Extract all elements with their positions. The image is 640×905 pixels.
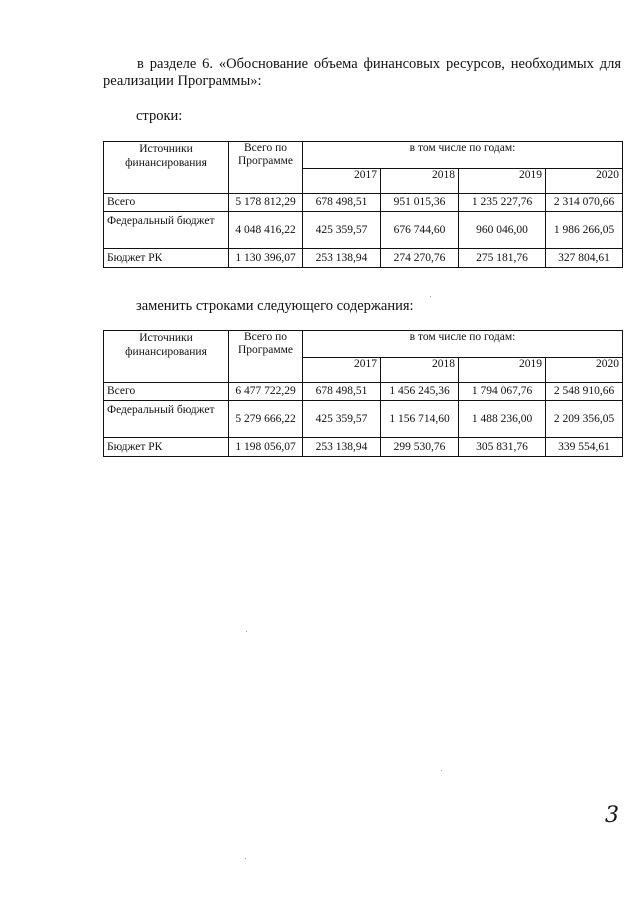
row-label: Бюджет РК bbox=[104, 438, 229, 457]
row-label: Федеральный бюджет bbox=[104, 212, 229, 249]
scan-speck bbox=[246, 631, 247, 632]
scan-speck bbox=[441, 770, 442, 771]
cell-2017: 678 498,51 bbox=[303, 194, 381, 212]
row-total: 4 048 416,22 bbox=[229, 212, 303, 249]
new-rows-label: заменить строками следующего содержания: bbox=[136, 298, 414, 314]
cell-2018: 1 456 245,36 bbox=[381, 383, 459, 401]
header-year-2018: 2018 bbox=[381, 169, 459, 194]
cell-2020: 2 548 910,66 bbox=[546, 383, 623, 401]
cell-2017: 253 138,94 bbox=[303, 438, 381, 457]
old-rows-label: строки: bbox=[136, 108, 183, 124]
header-year-2019: 2019 bbox=[459, 169, 546, 194]
header-years: в том числе по годам: bbox=[303, 142, 623, 169]
cell-2020: 339 554,61 bbox=[546, 438, 623, 457]
old-financing-table bbox=[103, 141, 623, 268]
cell-2019: 275 181,76 bbox=[459, 249, 546, 268]
header-year-2019: 2019 bbox=[459, 358, 546, 383]
cell-2020: 1 986 266,05 bbox=[546, 212, 623, 249]
row-total: 5 178 812,29 bbox=[229, 194, 303, 212]
cell-2019: 1 488 236,00 bbox=[459, 401, 546, 438]
table-row bbox=[104, 194, 623, 212]
cell-2017: 425 359,57 bbox=[303, 212, 381, 249]
header-year-2020: 2020 bbox=[546, 169, 623, 194]
row-label: Бюджет РК bbox=[104, 249, 229, 268]
cell-2020: 2 314 070,66 bbox=[546, 194, 623, 212]
table-row bbox=[104, 249, 623, 268]
cell-2020: 2 209 356,05 bbox=[546, 401, 623, 438]
cell-2018: 676 744,60 bbox=[381, 212, 459, 249]
cell-2019: 305 831,76 bbox=[459, 438, 546, 457]
table-row bbox=[104, 438, 623, 457]
cell-2018: 951 015,36 bbox=[381, 194, 459, 212]
cell-2020: 327 804,61 bbox=[546, 249, 623, 268]
cell-2019: 960 046,00 bbox=[459, 212, 546, 249]
header-total: Всего по Программе bbox=[229, 331, 303, 383]
row-label: Всего bbox=[104, 194, 229, 212]
cell-2018: 274 270,76 bbox=[381, 249, 459, 268]
cell-2018: 299 530,76 bbox=[381, 438, 459, 457]
header-years: в том числе по годам: bbox=[303, 331, 623, 358]
header-total: Всего по Программе bbox=[229, 142, 303, 194]
cell-2019: 1 235 227,76 bbox=[459, 194, 546, 212]
table-row bbox=[104, 212, 623, 249]
row-total: 5 279 666,22 bbox=[229, 401, 303, 438]
cell-2017: 425 359,57 bbox=[303, 401, 381, 438]
cell-2017: 678 498,51 bbox=[303, 383, 381, 401]
row-total: 1 130 396,07 bbox=[229, 249, 303, 268]
cell-2018: 1 156 714,60 bbox=[381, 401, 459, 438]
header-year-2020: 2020 bbox=[546, 358, 623, 383]
intro-paragraph: в разделе 6. «Обоснование объема финансовых ресурсов, необходимых для реализации Программы»: bbox=[103, 56, 621, 89]
row-label: Федеральный бюджет bbox=[104, 401, 229, 438]
header-year-2018: 2018 bbox=[381, 358, 459, 383]
scan-speck bbox=[245, 858, 246, 859]
new-financing-table bbox=[103, 330, 623, 457]
row-total: 1 198 056,07 bbox=[229, 438, 303, 457]
header-source: Источники финансирования bbox=[104, 331, 229, 383]
table-row bbox=[104, 383, 623, 401]
row-label: Всего bbox=[104, 383, 229, 401]
header-source: Источники финансирования bbox=[104, 142, 229, 194]
cell-2017: 253 138,94 bbox=[303, 249, 381, 268]
cell-2019: 1 794 067,76 bbox=[459, 383, 546, 401]
page-number: 3 bbox=[605, 803, 619, 828]
row-total: 6 477 722,29 bbox=[229, 383, 303, 401]
scan-speck bbox=[430, 296, 431, 297]
table-row bbox=[104, 401, 623, 438]
header-year-2017: 2017 bbox=[303, 169, 381, 194]
header-year-2017: 2017 bbox=[303, 358, 381, 383]
